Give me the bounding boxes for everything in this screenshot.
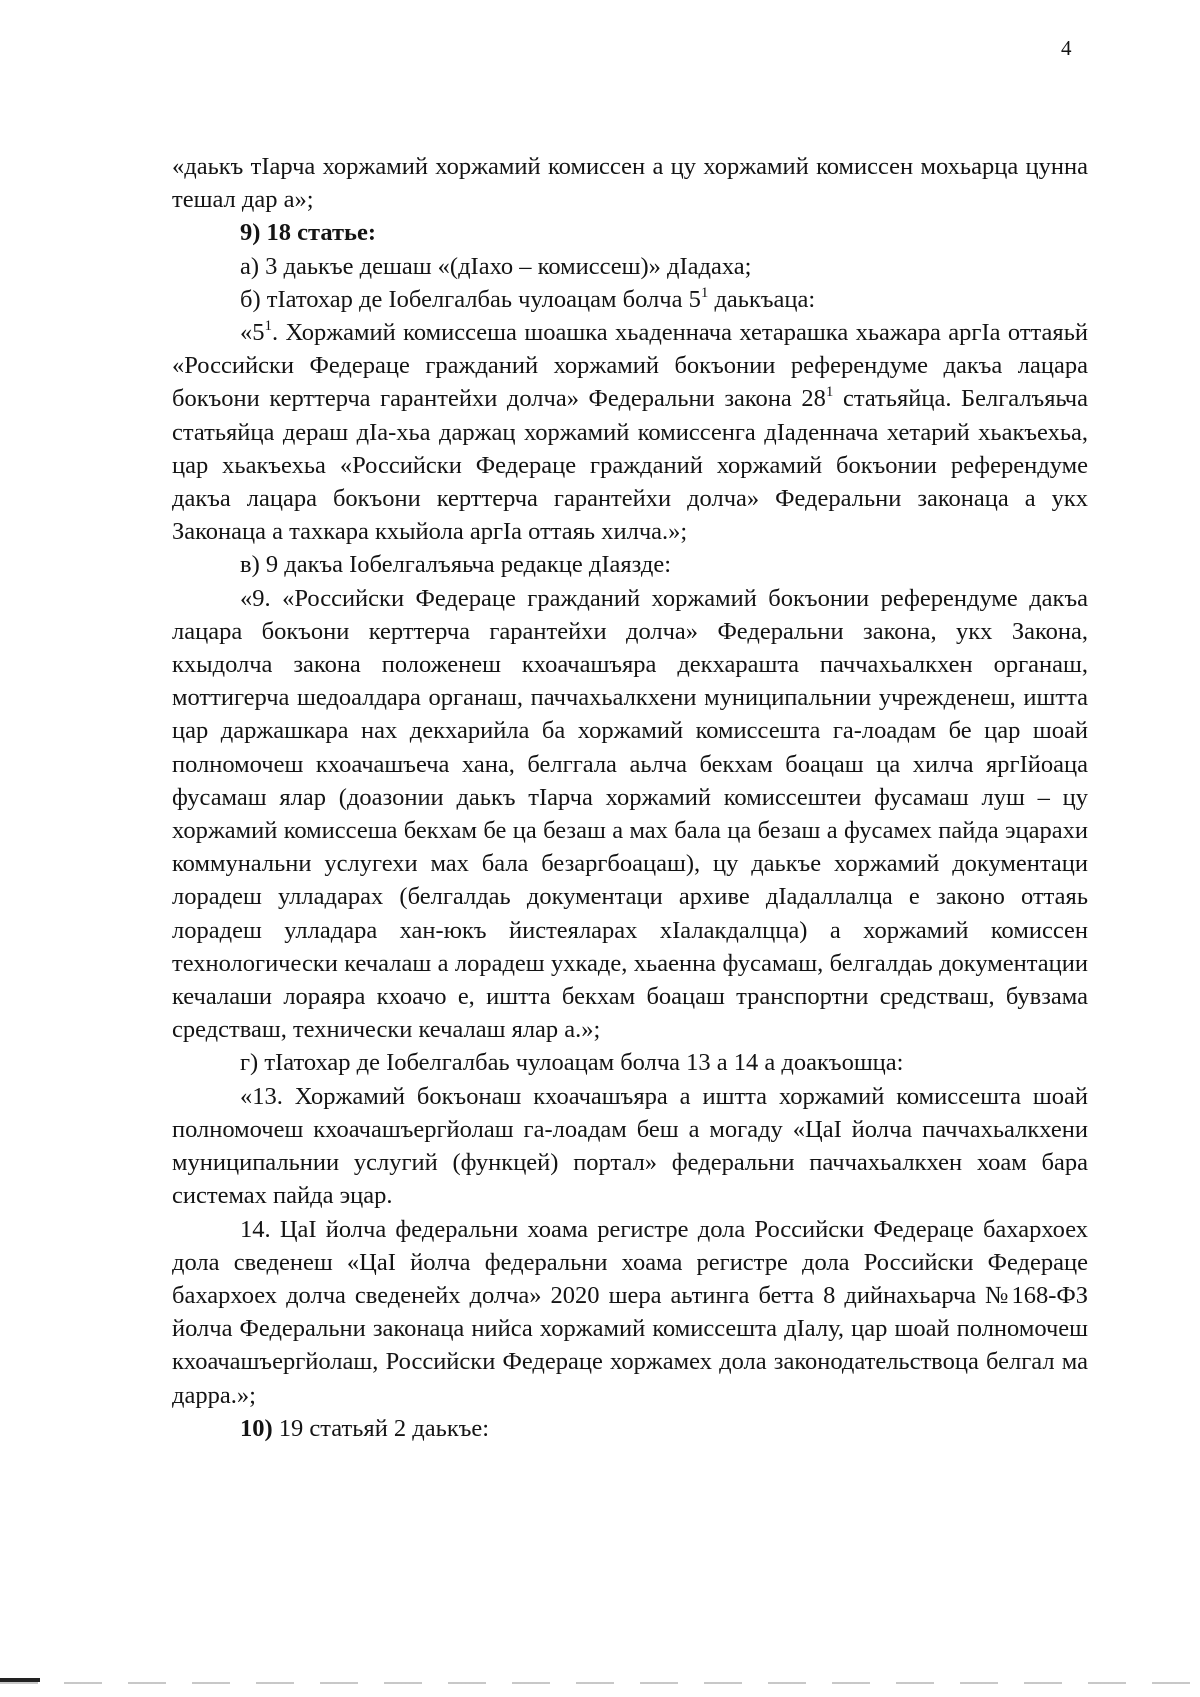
- paragraph-continuation: «даькъ тӀарча хоржамий хоржамий комиссен а цу хоржамий комиссен мохьарца цунна тешал дар а»;: [172, 153, 1088, 214]
- quote-part-13: «13. Хоржамий бокъонаш кхоачашъяра а иштта хоржамий комиссешта шоай полномочеш кхоачашъергйолаш га-лоадам беш а могаду «ЦаӀ йолча паччахьалкхени муниципальнии услугий (функцей) портал» федеральни паччахьалкхен хоам бара системах пайда эцар.: [172, 1082, 1088, 1210]
- section-heading-10: 10) 19 статьяй 2 даькъе:: [240, 1414, 490, 1442]
- item-v: в) 9 дакъа Ӏобелгалъяьча редакце дӀаязде:: [240, 551, 672, 579]
- quote-part-9: «9. «Российски Федераце гражданий хоржамий бокъонии референдуме дакъа лацара бокъони керттерча гарантейхи долча» Федеральни закона, укх Закона, кхыдолча закона положенеш кхоачашъяра декхараштa паччахьалкхен органаш, моттигерча шедоалдара органаш, паччахьалкхени муниципальнии учрежденеш, иштта цар даржашкара нах декхарийла ба хоржамий комиссешта га-лоадам бе цар шоай полномочеш кхоачашъеча хана, белггала аьлча бекхам боацаш ца хилча яргӀйоаца фусамаш ялар (доазонии даькъ тӀарча хоржамий комиссештеи фусамаш луш – цу хоржамий комиссеша бекхам бе ца безаш а мах бала ца безаш а фусамех пайда эцарахи коммунальни услугехи мах бала безаргбоацаш), цу даькъе хоржамий документаци лорадеш улладарах (белгалдаь документаци архиве дӀадаллалца е законо оттаяь лорадеш улладара хан-юкъ йистеяларах хӀалакдалцца) а хоржамий комиссен технологически кечалаш а лорадеш ухкаде, хьаенна фусамаш, белгалдаь документации кечалаши лораяра кхоачо е, иштта бекхам боацаш транспортни средстваш, бувзама средстваш, технически кечалаш ялар а.»;: [172, 584, 1088, 1044]
- page-number: 4: [1061, 36, 1072, 60]
- section-heading-9: 9) 18 статье:: [240, 219, 377, 247]
- item-g: г) тӀатохар де Ӏобелгалбаь чулоацам болча 13 а 14 а доакъошца:: [240, 1049, 904, 1077]
- part-14: 14. ЦаӀ йолча федеральни хоама регистре дола Российски Федераце бахархоех дола сведенеш «ЦаӀ йолча федеральни хоама регистре дола Российски Федераце бахархоех долча сведенейх долча» 2020 шера аьтинга бетта 8 дийнахьарча №168-ФЗ йолча Федеральни законаца нийса хоржамий комиссешта дӀалу, цар шоай полномочеш кхоачашъергйолаш, Российски Федераце хоржамех дола законодательствоца белгал ма дарра.»;: [172, 1215, 1088, 1409]
- scan-bottom-edge: [0, 1682, 1200, 1684]
- item-b: б) тӀатохар де Ӏобелгалбаь чулоацам болча $5^1$ даькъаца:: [240, 284, 816, 313]
- item-a: а) 3 даькъе дешаш «(дӀахо – комиссеш)» дӀадаха;: [240, 252, 752, 280]
- document-body: [172, 150, 1088, 1445]
- quote-part-5-1: «$5^1$. Хоржамий комиссеша шоашка хьаденнача хетарашка хьажара аргӀа оттаяьй «Российски Федераце гражданий хоржамий бокъонии референдуме дакъа лацара бокъони керттерча гарантейхи долча» Федеральни закона $28^1$ статьяйца. Белгалъяьча статьяйца дераш дӀа-хьа даржац хоржамий комиссенга дӀаденнача хетарий хьакъехьа, цар хьакъехьа «Российски Федераце гражданий хоржамий бокъонии референдуме дакъа лацара бокъони керттерча гарантейхи долча» Федеральни законаца а укх Законаца а тахкара кхыйола аргӀа оттаяь хилча.»;: [172, 318, 1088, 546]
